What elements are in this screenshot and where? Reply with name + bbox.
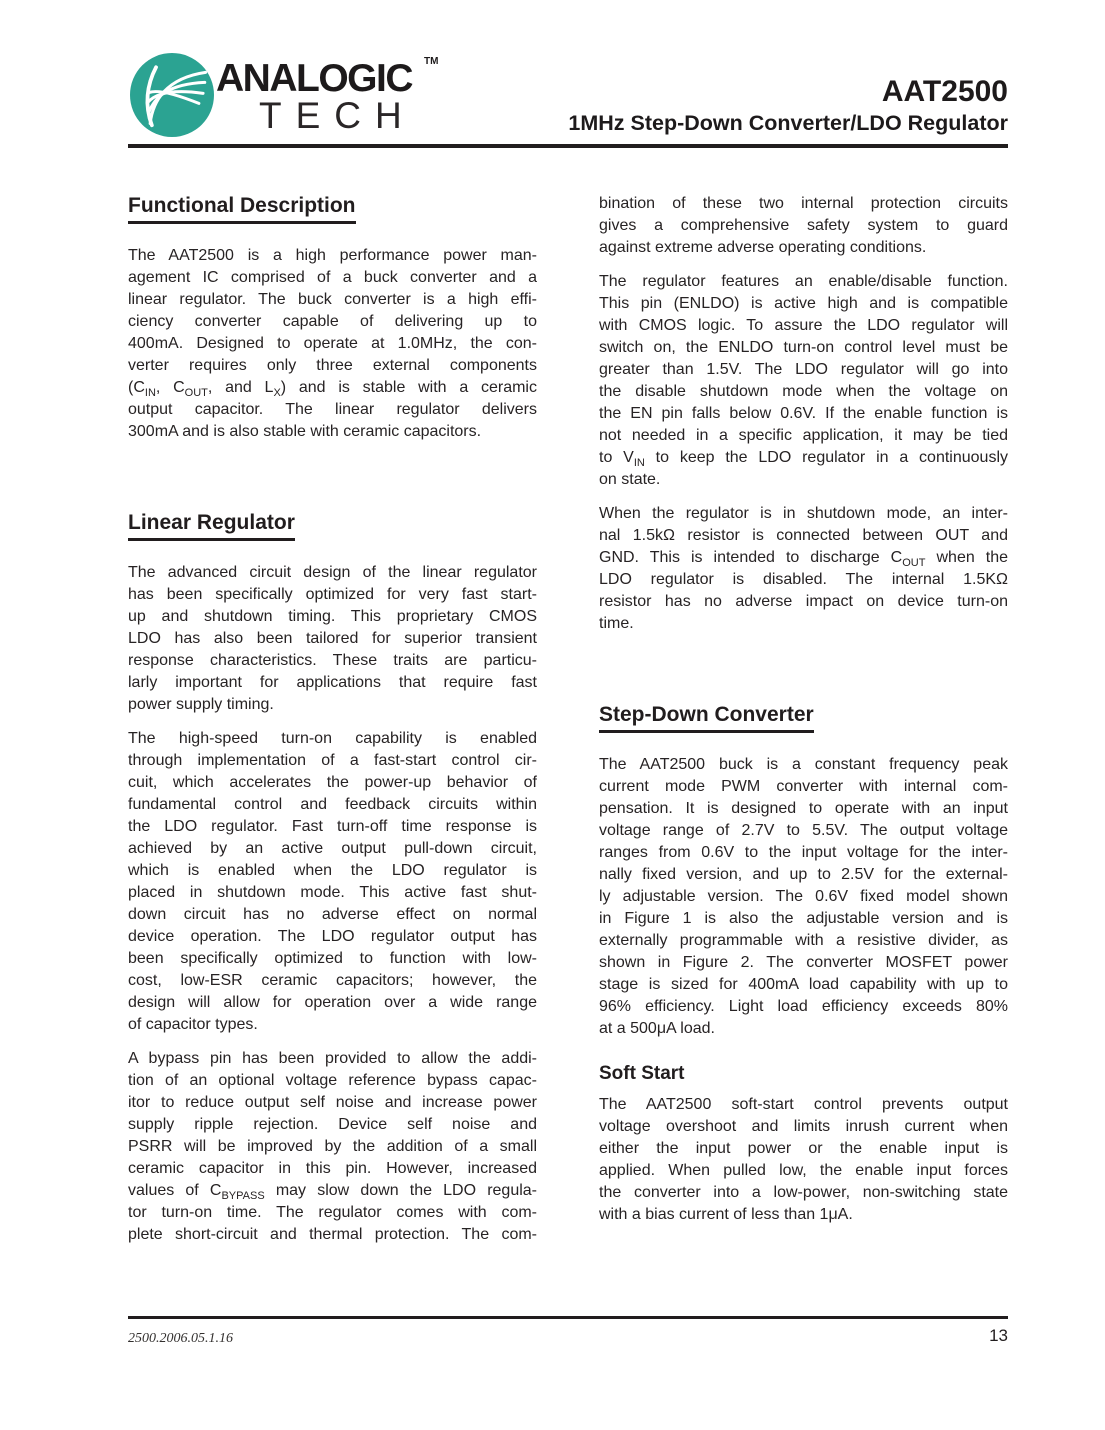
text-line: gives a comprehensive safety system to guard: [599, 217, 1008, 234]
text-line: cuit, which accelerates the power-up behavior of: [128, 774, 537, 791]
text-line: LDO regulator is disabled. The internal 1.5KΩ: [599, 571, 1008, 588]
trademark-symbol: TM: [424, 56, 439, 67]
text-line: A bypass pin has been provided to allow the addi-: [128, 1050, 537, 1067]
text-line: tor turn-on time. The regulator comes with com-: [128, 1204, 537, 1221]
subscript: OUT: [184, 386, 208, 399]
right-column: [599, 193, 1008, 1258]
text-line: GND. This is intended to discharge $C_{OUT}$ when the: [599, 549, 1008, 569]
text-line: greater than 1.5V. The LDO regulator will go into: [599, 361, 1008, 378]
text-line: in Figure 1 is also the adjustable version and is: [599, 910, 1008, 927]
brand-logo-icon: [130, 53, 214, 137]
text-line: with CMOS logic. To assure the LDO regulator will: [599, 317, 1008, 334]
subscript: BYPASS: [221, 1189, 265, 1202]
text-line: values of $C_{BYPASS}$ may slow down the LDO regula-: [128, 1182, 537, 1202]
text-line: the converter into a low-power, non-switching state: [599, 1184, 1008, 1201]
text-line: The advanced circuit design of the linear regulator: [128, 564, 537, 581]
text-line: The AAT2500 soft-start control prevents output: [599, 1096, 1008, 1113]
text-line: the EN pin falls below 0.6V. If the enable function is: [599, 405, 1008, 422]
text-line: at a 500μA load.: [599, 1020, 715, 1037]
section-heading: [599, 702, 1008, 733]
paragraph: [599, 271, 1008, 491]
text-line: time.: [599, 615, 634, 632]
text-line: output capacitor. The linear regulator delivers: [128, 401, 537, 418]
text-line: larly important for applications that require fast: [128, 674, 537, 691]
text-line: ($C_{IN}$, $C_{OUT}$, and $L_X$) and is stable with a ceramic: [128, 379, 537, 399]
text-line: placed in shutdown mode. This active fast shut-: [128, 884, 537, 901]
text-line: not needed in a specific application, it may be tied: [599, 427, 1008, 444]
text-line: nally fixed version, and up to 2.5V for the external-: [599, 866, 1008, 883]
document-body: [128, 193, 1008, 1258]
text-line: linear regulator. The buck converter is a high effi-: [128, 291, 537, 308]
text-line: on state.: [599, 471, 661, 488]
paragraph: [128, 728, 537, 1036]
product-title: 1MHz Step-Down Converter/LDO Regulator: [568, 111, 1008, 135]
text-line: cost, low-ESR ceramic capacitors; however, the: [128, 972, 537, 989]
text-line: externally programmable with a resistive divider, as: [599, 932, 1008, 949]
section-heading-text: Functional Description: [128, 193, 356, 224]
text-line: the LDO regulator. Fast turn-off time response is: [128, 818, 537, 835]
text-line: voltage range of 2.7V to 5.5V. The output voltage: [599, 822, 1008, 839]
text-line: either the input power or the enable input is: [599, 1140, 1008, 1157]
text-line: The high-speed turn-on capability is enabled: [128, 730, 537, 747]
text-line: switch on, the ENLDO turn-on control level must be: [599, 339, 1008, 356]
subscript: IN: [144, 386, 156, 399]
text-line: supply ripple rejection. Device self noise and: [128, 1116, 537, 1133]
text-line: LDO has also been tailored for superior transient: [128, 630, 537, 647]
text-line: nal 1.5kΩ resistor is connected between OUT and: [599, 527, 1008, 544]
brand-name-bottom: TECH: [259, 95, 416, 136]
text-line: design will allow for operation over a wide range: [128, 994, 537, 1011]
text-line: The regulator features an enable/disable function.: [599, 273, 1008, 290]
text-line: applied. When pulled low, the enable input forces: [599, 1162, 1008, 1179]
text-line: through implementation of a fast-start control cir-: [128, 752, 537, 769]
paragraph: [128, 1048, 537, 1246]
text-line: shown in Figure 2. The converter MOSFET power: [599, 954, 1008, 971]
text-line: current mode PWM converter with internal com-: [599, 778, 1008, 795]
brand-name-top: ANALOGIC: [216, 57, 412, 100]
document-revision: 2500.2006.05.1.16: [128, 1331, 233, 1346]
text-line: 400mA. Designed to operate at 1.0MHz, the con-: [128, 335, 537, 352]
text-line: ceramic capacitor in this pin. However, increased: [128, 1160, 537, 1177]
text-line: resistor has no adverse impact on device turn-on: [599, 593, 1008, 610]
paragraph: [128, 245, 537, 443]
text-line: the disable shutdown mode when the voltage on: [599, 383, 1008, 400]
footer-rule: [128, 1316, 1008, 1319]
text-line: which is enabled when the LDO regulator is: [128, 862, 537, 879]
text-line: pensation. It is designed to operate with an input: [599, 800, 1008, 817]
section-heading-text: Linear Regulator: [128, 510, 295, 541]
text-line: ly adjustable version. The 0.6V fixed model shown: [599, 888, 1008, 905]
subscript: IN: [633, 456, 645, 469]
text-line: up and shutdown timing. This proprietary CMOS: [128, 608, 537, 625]
text-line: tion of an optional voltage reference bypass capac-: [128, 1072, 537, 1089]
text-line: plete short-circuit and thermal protection. The com-: [128, 1226, 537, 1243]
text-line: been specifically optimized to function with low-: [128, 950, 537, 967]
document-title-block: [568, 76, 1008, 136]
text-line: itor to reduce output self noise and increase power: [128, 1094, 537, 1111]
text-line: 300mA and is also stable with ceramic capacitors.: [128, 423, 482, 440]
text-line: This pin (ENLDO) is active high and is compatible: [599, 295, 1008, 312]
subscript: X: [273, 386, 281, 399]
text-line: When the regulator is in shutdown mode, an inter-: [599, 505, 1008, 522]
text-line: down circuit has no adverse effect on normal: [128, 906, 537, 923]
text-line: The AAT2500 buck is a constant frequency peak: [599, 756, 1008, 773]
text-line: voltage overshoot and limits inrush current when: [599, 1118, 1008, 1135]
text-line: with a bias current of less than 1μA.: [599, 1206, 853, 1223]
text-line: verter requires only three external components: [128, 357, 537, 374]
text-line: bination of these two internal protection circuits: [599, 195, 1008, 212]
part-number: AAT2500: [881, 75, 1008, 108]
text-line: has been specifically optimized for very fast start-: [128, 586, 537, 603]
section-heading-text: Step-Down Converter: [599, 702, 814, 733]
header-rule: [128, 144, 1008, 148]
paragraph: [599, 1094, 1008, 1226]
text-line: fundamental control and feedback circuits within: [128, 796, 537, 813]
text-line: of capacitor types.: [128, 1016, 258, 1033]
text-line: ciency converter capable of delivering up to: [128, 313, 537, 330]
page-number: 13: [989, 1326, 1008, 1345]
text-line: achieved by an active output pull-down circuit,: [128, 840, 537, 857]
text-line: agement IC comprised of a buck converter and a: [128, 269, 537, 286]
paragraph: [599, 754, 1008, 1040]
paragraph: [599, 193, 1008, 259]
subscript: OUT: [902, 556, 926, 569]
text-line: PSRR will be improved by the addition of a small: [128, 1138, 537, 1155]
left-column: [128, 193, 537, 1258]
text-line: The AAT2500 is a high performance power man-: [128, 247, 537, 264]
text-line: stage is sized for 400mA load capability with up to: [599, 976, 1008, 993]
text-line: to $V_{IN}$ to keep the LDO regulator in a continuously: [599, 449, 1008, 469]
text-line: ranges from 0.6V to the input voltage for the inter-: [599, 844, 1008, 861]
text-line: device operation. The LDO regulator output has: [128, 928, 537, 945]
paragraph: [599, 503, 1008, 635]
sub-section-heading: Soft Start: [599, 1063, 685, 1084]
text-line: against extreme adverse operating conditions.: [599, 239, 927, 256]
paragraph: [128, 562, 537, 716]
section-heading: [128, 193, 537, 224]
text-line: power supply timing.: [128, 696, 274, 713]
text-line: response characteristics. These traits are particu-: [128, 652, 537, 669]
section-heading: [128, 510, 537, 541]
text-line: 96% efficiency. Light load efficiency exceeds 80%: [599, 998, 1008, 1015]
